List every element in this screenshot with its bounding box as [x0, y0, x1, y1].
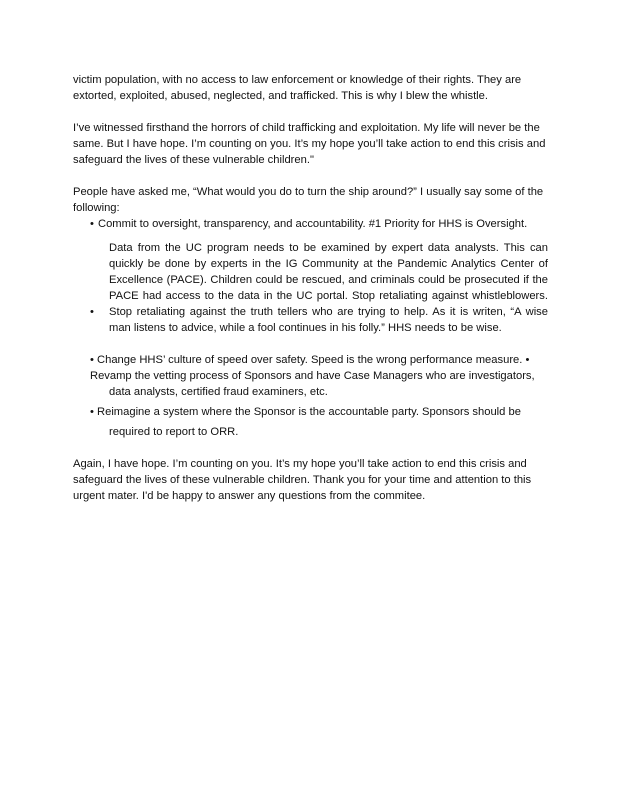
paragraph-witnessed: I’ve witnessed firsthand the horrors of child trafficking and exploitation. My life will never be the same. But I have hope. I’m counting on you. It’s my hope you’ll take action to end this crisis and safeguard the lives of these vulnerable children." — [73, 122, 546, 166]
oversight-detail-text: Data from the UC program needs to be examined by expert data analysts. This can quickly be done by experts in the IG Community at the Pandemic Analytics Center of Excellence (PACE). Children could be rescued, and criminals could be prosecuted if the PACE had access to the data in the UC portal. Stop retaliating against whistleblowers. Stop retaliating against the truth tellers who are trying to help. As it is writen, “A wise man listens to advice, while a fool continues in his folly.” HHS needs to be wise. — [109, 242, 548, 334]
bullet-marker: • — [90, 306, 94, 318]
document-page — [73, 72, 548, 504]
bullet-culture-vetting-text: • Change HHS’ culture of speed over safety. Speed is the wrong performance measure. • Revamp the vetting process of Sponsors and have Case Managers who are investigators, — [90, 354, 535, 382]
bullet-sponsor-text: • Reimagine a system where the Sponsor is the accountable party. Sponsors should be — [90, 406, 521, 418]
bullet-sponsor — [73, 404, 548, 440]
paragraph-people-asked: People have asked me, “What would you do to turn the ship around?” I usually say some of the following: — [73, 186, 544, 214]
bullet-oversight-text: Commit to oversight, transparency, and accountability. #1 Priority for HHS is Oversight. — [98, 218, 528, 230]
bullet-culture-vetting — [73, 352, 548, 400]
bullet-sponsor-continuation: required to report to ORR. — [109, 426, 239, 438]
bullet-oversight — [73, 216, 548, 232]
paragraph-victim-population: victim population, with no access to law enforcement or knowledge of their rights. They are extorted, exploited, abused, neglected, and trafficked. This is why I blew the whistle. — [73, 74, 522, 102]
bullet-marker: • — [90, 218, 94, 230]
oversight-detail — [73, 240, 548, 336]
bullet-vetting-continuation: data analysts, certified fraud examiners, etc. — [109, 386, 328, 398]
paragraph-closing: Again, I have hope. I’m counting on you. It’s my hope you’ll take action to end this crisis and safeguard the lives of these vulnerable children. Thank you for your time and attention to this urgent mater. I'd be happy to answer any questions from the commitee. — [73, 458, 532, 502]
